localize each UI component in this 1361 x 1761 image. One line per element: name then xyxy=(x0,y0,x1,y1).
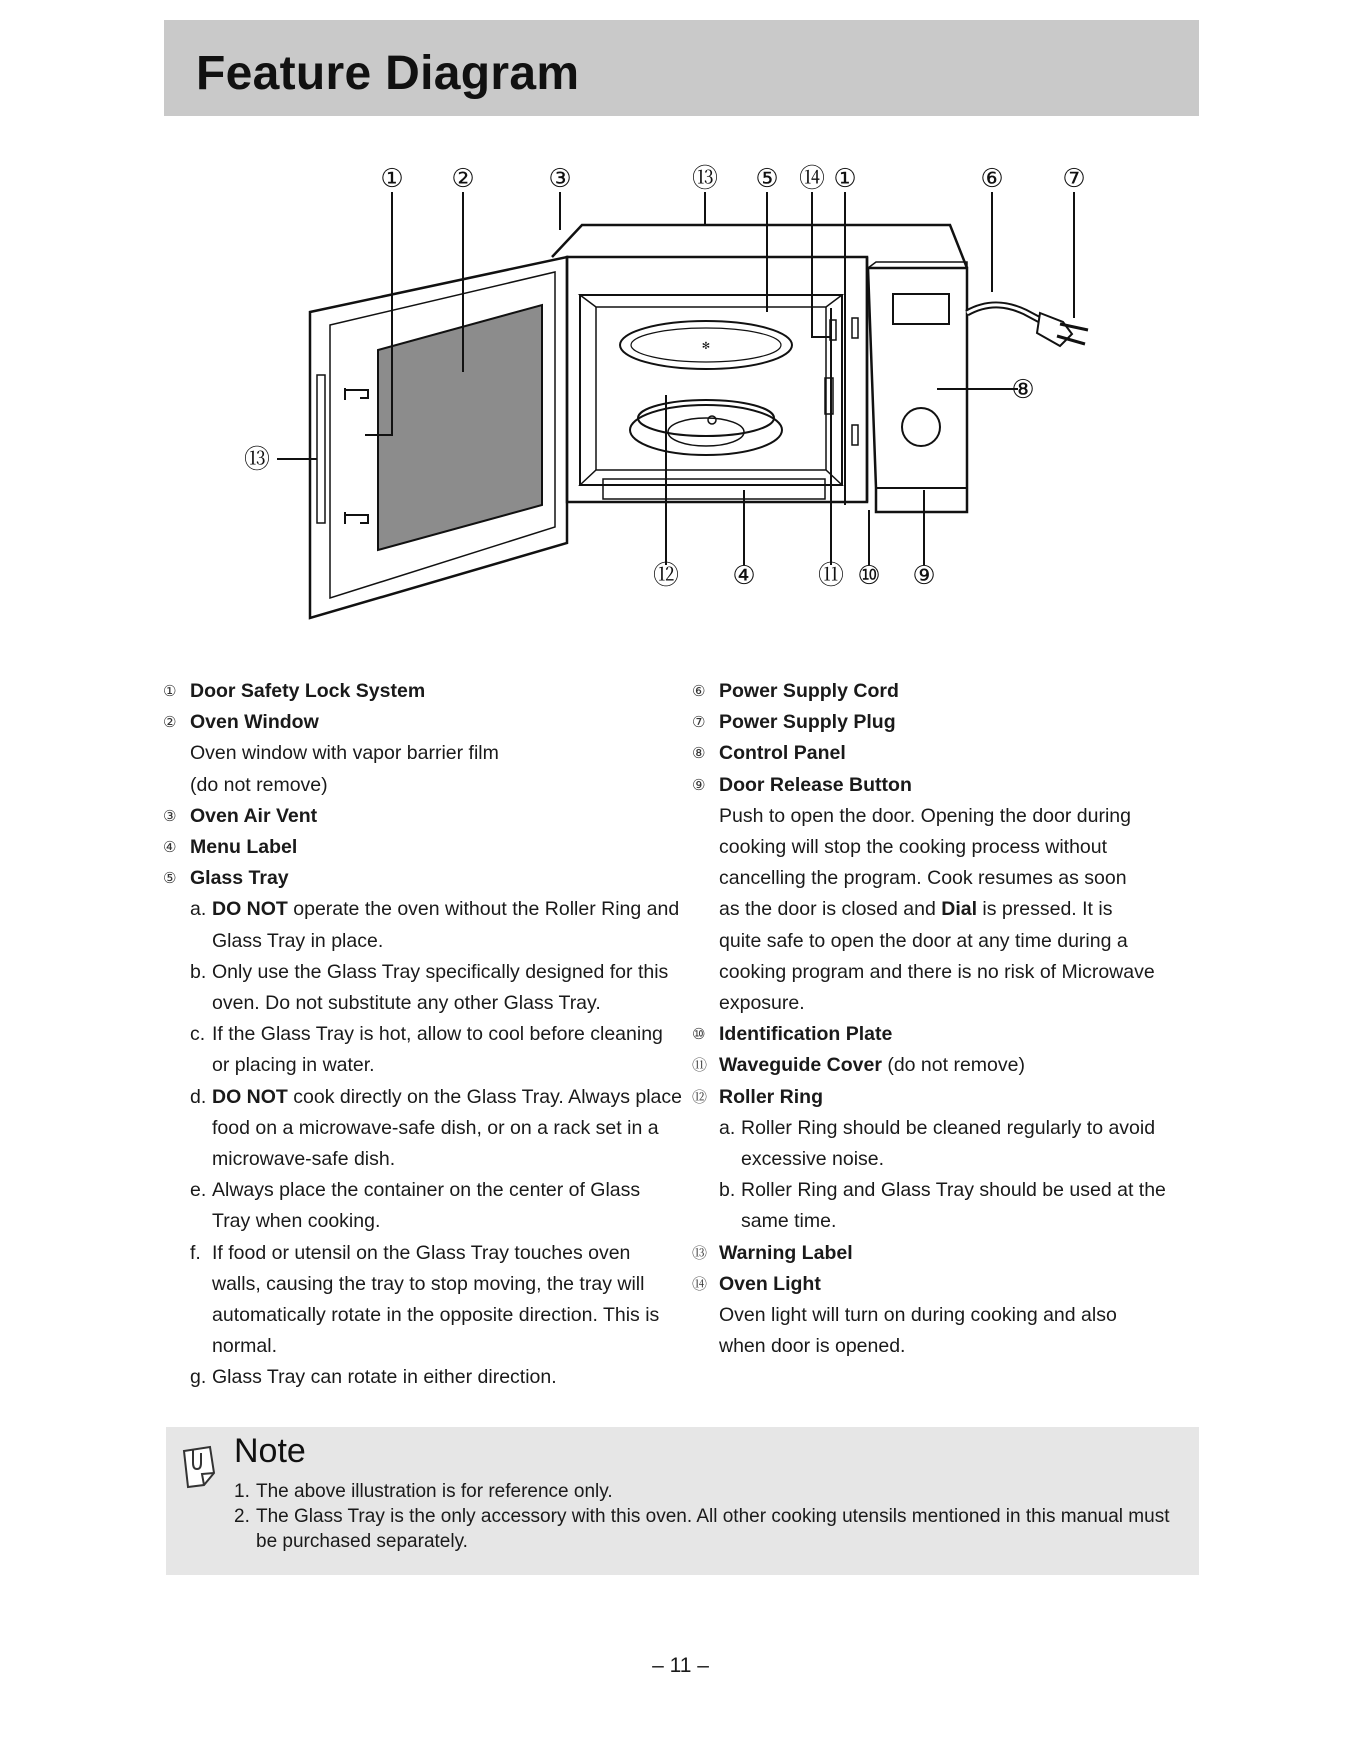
power-supply-plug xyxy=(1037,313,1072,346)
legend-item-8: ⑧ Control Panel xyxy=(692,742,846,765)
note-icon xyxy=(178,1443,222,1491)
legend-left-column xyxy=(163,676,683,1394)
legend-title: Power Supply Cord xyxy=(719,680,899,702)
callout-9: ⑨ xyxy=(912,561,936,591)
legend-subitem: f. If food or utensil on the Glass Tray touches oven walls, causing the tray to stop moving, the tray will automatically rotate in the opposite direction. This is normal. xyxy=(190,1241,660,1358)
legend-subitem: g. Glass Tray can rotate in either direction. xyxy=(190,1366,557,1389)
callout-4: ④ xyxy=(732,561,756,591)
note-box xyxy=(166,1427,1199,1575)
callout-12: ⑫ xyxy=(652,561,680,591)
legend-item-10: ⑩ Identification Plate xyxy=(692,1023,893,1046)
legend-item-3: ③ Oven Air Vent xyxy=(163,804,318,827)
legend-item-6: ⑥ Power Supply Cord xyxy=(692,680,899,702)
legend-item-2: ② Oven Window xyxy=(163,711,319,734)
legend-title: Roller Ring xyxy=(719,1085,824,1108)
legend-text: Oven window with vapor barrier film xyxy=(190,742,499,765)
microwave-feature-diagram xyxy=(0,0,1361,660)
legend-item-7: ⑦ Power Supply Plug xyxy=(692,711,896,734)
legend-title: Waveguide Cover xyxy=(719,1054,882,1077)
note-item: 2. The Glass Tray is the only accessory with this oven. All other cooking utensils mentioned in this manual must be purchased separately. xyxy=(234,1506,1170,1552)
callout-6: ⑥ xyxy=(980,164,1004,194)
legend-text: (do not remove) xyxy=(190,773,328,796)
legend-subitem: d. DO NOT cook directly on the Glass Tray. Always place food on a microwave-safe dish, or on a rack set in a microwave-safe dish. xyxy=(190,1085,682,1171)
legend-subitem: c. If the Glass Tray is hot, allow to cool before cleaning or placing in water. xyxy=(190,1023,663,1077)
legend-text: when door is opened. xyxy=(719,1335,906,1358)
menu-label xyxy=(603,479,825,499)
callout-10: ⑩ xyxy=(857,561,881,591)
legend-title: Control Panel xyxy=(719,742,846,765)
legend-title: Identification Plate xyxy=(719,1023,893,1046)
note-list xyxy=(234,1479,1174,1554)
legend-item-14: ⑭ Oven Light xyxy=(692,1272,821,1295)
callout-14: ⑭ xyxy=(798,164,826,194)
legend-item-1: ① Door Safety Lock System xyxy=(163,680,426,702)
legend-item-11: ⑪ Waveguide Cover (do not remove) xyxy=(692,1054,1025,1077)
svg-text:✻: ✻ xyxy=(701,341,711,352)
legend-text: quite safe to open the door at any time during a xyxy=(719,929,1128,952)
legend-title: Warning Label xyxy=(719,1241,853,1264)
legend-subitem: e. Always place the container on the center of Glass Tray when cooking. xyxy=(190,1179,641,1233)
legend-subitem: a. DO NOT operate the oven without the Roller Ring and Glass Tray in place. xyxy=(190,898,680,952)
legend-text: Oven light will turn on during cooking and also xyxy=(719,1304,1117,1327)
legend-subitem: b. Only use the Glass Tray specifically designed for this oven. Do not substitute any other Glass Tray. xyxy=(190,960,669,1015)
cabinet-front xyxy=(567,257,867,502)
legend-item-4: ④ Menu Label xyxy=(163,836,298,859)
door-warning-label xyxy=(317,375,325,523)
legend-title: Menu Label xyxy=(190,836,298,859)
legend-text: cancelling the program. Cook resumes as soon xyxy=(719,867,1127,890)
legend-item-9: ⑨ Door Release Button xyxy=(692,773,912,796)
legend-item-12: ⑫ Roller Ring xyxy=(692,1085,824,1108)
page-title: Feature Diagram xyxy=(196,47,580,100)
display xyxy=(893,294,949,324)
callout-13: ⑬ xyxy=(691,164,719,194)
callout-1-right: ① xyxy=(833,164,857,194)
legend-text: cooking program and there is no risk of Microwave xyxy=(719,960,1155,983)
legend-subitem: a. Roller Ring should be cleaned regularly to avoid excessive noise. xyxy=(719,1116,1156,1171)
legend-text: cooking will stop the cooking process without xyxy=(719,836,1108,859)
oven-cavity xyxy=(580,295,842,485)
legend-title: Oven Window xyxy=(190,711,319,734)
callout-7: ⑦ xyxy=(1062,164,1086,194)
legend-right-column xyxy=(692,676,1212,1362)
legend-title: Oven Light xyxy=(719,1272,821,1295)
legend-text: Push to open the door. Opening the door during xyxy=(719,804,1131,827)
legend-title: Door Release Button xyxy=(719,773,912,796)
note-item: 1. The above illustration is for reference only. xyxy=(234,1481,613,1502)
callout-13-left: ⑬ xyxy=(243,445,271,475)
callout-11: ⑪ xyxy=(817,561,845,591)
callout-3: ③ xyxy=(548,164,572,194)
page-number: – 11 – xyxy=(652,1654,709,1677)
legend-text: exposure. xyxy=(719,992,805,1015)
legend-item-13: ⑬ Warning Label xyxy=(692,1241,853,1264)
legend-subitem: b. Roller Ring and Glass Tray should be used at the same time. xyxy=(719,1179,1166,1233)
note-title: Note xyxy=(234,1432,306,1470)
legend-title: Oven Air Vent xyxy=(190,804,318,827)
callout-1: ① xyxy=(380,164,404,194)
oven-window xyxy=(378,305,542,550)
legend-title: Power Supply Plug xyxy=(719,711,896,734)
callout-5: ⑤ xyxy=(755,164,779,194)
legend-item-5: ⑤ Glass Tray xyxy=(163,867,289,890)
callout-8: ⑧ xyxy=(1011,375,1035,405)
callout-2: ② xyxy=(451,164,475,194)
dial xyxy=(902,408,940,446)
legend-title: Glass Tray xyxy=(190,867,289,890)
legend-title: Door Safety Lock System xyxy=(190,680,426,702)
legend-text: as the door is closed and Dial is pressed. It is xyxy=(719,898,1113,921)
